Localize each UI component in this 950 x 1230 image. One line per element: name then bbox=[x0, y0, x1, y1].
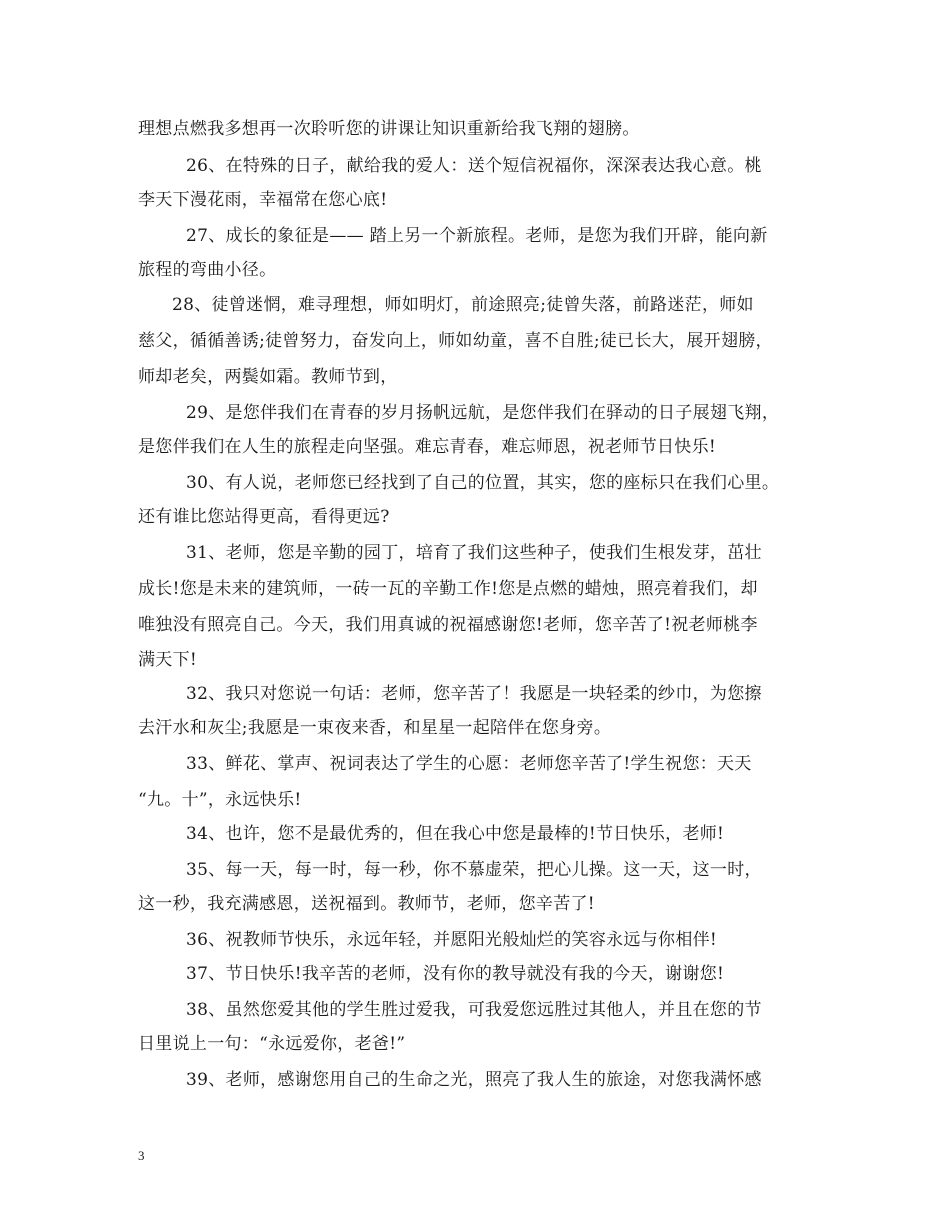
text-line: 35、每一天，每一时，每一秒，你不慕虚荣，把心儿操。这一天，这一时， bbox=[186, 860, 762, 880]
text-line: 满天下! bbox=[138, 650, 198, 670]
text-line: 去汗水和灰尘;我愿是一束夜来香，和星星一起陪伴在您身旁。 bbox=[138, 718, 612, 738]
text-line: 慈父，循循善诱;徒曾努力，奋发向上，师如幼童，喜不自胜;徒已长大，展开翅膀， bbox=[138, 331, 773, 351]
text-line: 39、老师，感谢您用自己的生命之光，照亮了我人生的旅途，对您我满怀感 bbox=[186, 1070, 762, 1090]
text-line: 是您伴我们在人生的旅程走向坚强。难忘青春，难忘师恩，祝老师节日快乐! bbox=[138, 437, 717, 457]
text-line: 唯独没有照亮自己。今天，我们用真诚的祝福感谢您!老师，您辛苦了!祝老师桃李 bbox=[138, 615, 758, 635]
text-line: 38、虽然您爱其他的学生胜过爱我，可我爱您远胜过其他人，并且在您的节 bbox=[186, 1000, 762, 1020]
text-line: 旅程的弯曲小径。 bbox=[138, 260, 277, 280]
text-line: 32、我只对您说一句话：老师，您辛苦了！我愿是一块轻柔的纱巾，为您擦 bbox=[186, 684, 762, 704]
text-line: “九。十”，永远快乐! bbox=[138, 790, 302, 810]
text-line: 还有谁比您站得更高，看得更远? bbox=[138, 507, 390, 527]
text-line: 37、节日快乐!我辛苦的老师，没有你的教导就没有我的今天，谢谢您! bbox=[186, 964, 725, 984]
text-line: 日里说上一句：“永远爱你，老爸!” bbox=[138, 1034, 406, 1054]
text-line: 29、是您伴我们在青春的岁月扬帆远航，是您伴我们在驿动的日子展翅飞翔， bbox=[186, 403, 780, 423]
text-line: 这一秒，我充满感恩，送祝福到。教师节，老师，您辛苦了! bbox=[138, 894, 595, 914]
text-line: 34、也许，您不是最优秀的，但在我心中您是最棒的!节日快乐，老师! bbox=[186, 824, 725, 844]
text-line: 理想点燃我多想再一次聆听您的讲课让知识重新给我飞翔的翅膀。 bbox=[138, 119, 640, 139]
text-line: 36、祝教师节快乐，永远年轻，并愿阳光般灿烂的笑容永远与你相伴! bbox=[186, 930, 718, 950]
text-line: 28、徒曾迷惘，难寻理想，师如明灯，前途照亮;徒曾失落，前路迷茫，师如 bbox=[172, 295, 754, 315]
page-number: 3 bbox=[138, 1148, 145, 1163]
text-line: 27、成长的象征是—— 踏上另一个新旅程。老师，是您为我们开辟，能向新 bbox=[186, 226, 768, 246]
text-line: 26、在特殊的日子，献给我的爱人：送个短信祝福你，深深表达我心意。桃 bbox=[186, 156, 762, 176]
text-line: 30、有人说，老师您已经找到了自己的位置，其实，您的座标只在我们心里。 bbox=[186, 473, 780, 493]
text-line: 31、老师，您是辛勤的园丁，培育了我们这些种子，使我们生根发芽，茁壮 bbox=[186, 543, 762, 563]
text-line: 师却老矣，两鬓如霜。教师节到， bbox=[138, 367, 398, 387]
text-line: 成长!您是未来的建筑师，一砖一瓦的辛勤工作!您是点燃的蜡烛，照亮着我们，却 bbox=[138, 579, 758, 599]
text-line: 李天下漫花雨，幸福常在您心底! bbox=[138, 190, 388, 210]
text-line: 33、鲜花、掌声、祝词表达了学生的心愿：老师您辛苦了!学生祝您：天天 bbox=[186, 754, 752, 774]
